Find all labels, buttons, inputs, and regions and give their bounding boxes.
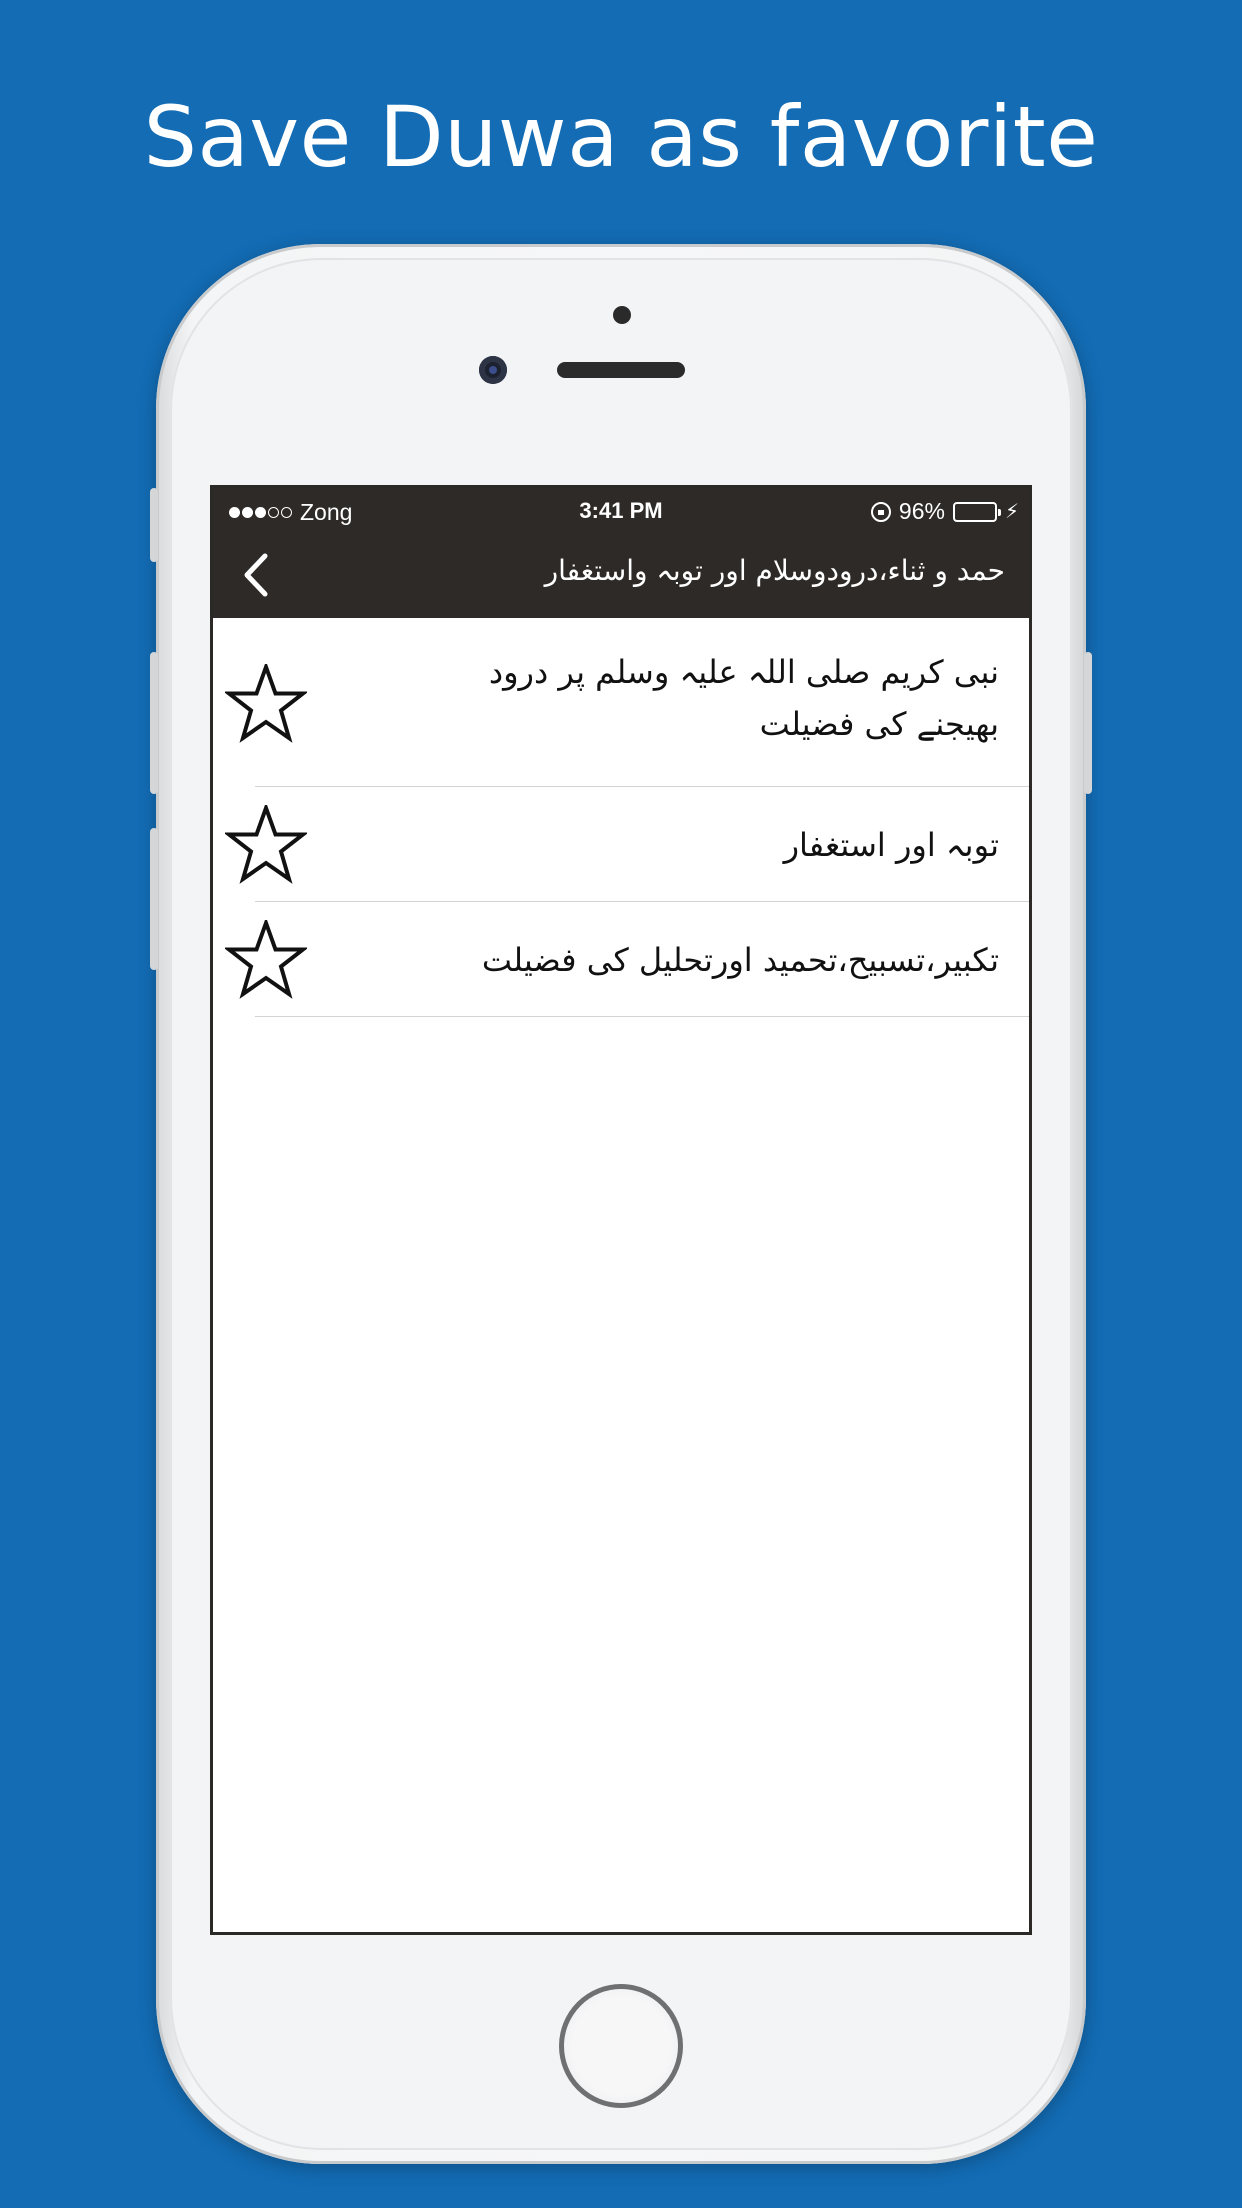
- status-right: [871, 498, 1019, 525]
- app-screen: [210, 485, 1032, 1935]
- promo-headline: Save Duwa as favorite: [143, 88, 1099, 186]
- home-button[interactable]: [559, 1984, 683, 2108]
- status-bar: [213, 488, 1029, 534]
- list-item[interactable]: [255, 787, 1029, 902]
- list-item-title: نبی کریم صلی اللہ علیہ وسلم پر درود بھیجنے کی فضیلت: [488, 653, 999, 743]
- duwa-list: [213, 618, 1029, 1017]
- battery-percent: 96%: [898, 498, 945, 524]
- list-item-title: توبہ اور استغفار: [783, 826, 999, 864]
- orientation-lock-icon: [871, 502, 891, 522]
- proximity-sensor: [613, 306, 631, 324]
- status-time: 3:41 PM: [579, 498, 663, 523]
- carrier-name: Zong: [300, 499, 353, 525]
- power-button: [1084, 652, 1092, 794]
- page-title: حمد و ثناء،درودوسلام اور توبہ واستغفار: [544, 554, 1005, 587]
- back-button[interactable]: [233, 550, 283, 600]
- navigation-bar: [213, 534, 1029, 618]
- star-outline-icon[interactable]: [225, 920, 307, 1000]
- volume-up-button: [150, 652, 158, 794]
- battery-icon: [953, 502, 997, 522]
- front-camera: [479, 356, 507, 384]
- mute-switch: [150, 488, 158, 562]
- top-bar: [213, 488, 1029, 618]
- list-item-title: تکبیر،تسبیح،تحمید اورتحلیل کی فضیلت: [481, 941, 999, 979]
- list-item[interactable]: [255, 618, 1029, 787]
- star-outline-icon[interactable]: [225, 805, 307, 885]
- chevron-left-icon: [233, 550, 283, 600]
- earpiece-speaker: [557, 362, 685, 378]
- charging-bolt-icon: ⚡︎: [1004, 500, 1019, 523]
- volume-down-button: [150, 828, 158, 970]
- star-outline-icon[interactable]: [225, 664, 307, 744]
- list-item[interactable]: [255, 902, 1029, 1017]
